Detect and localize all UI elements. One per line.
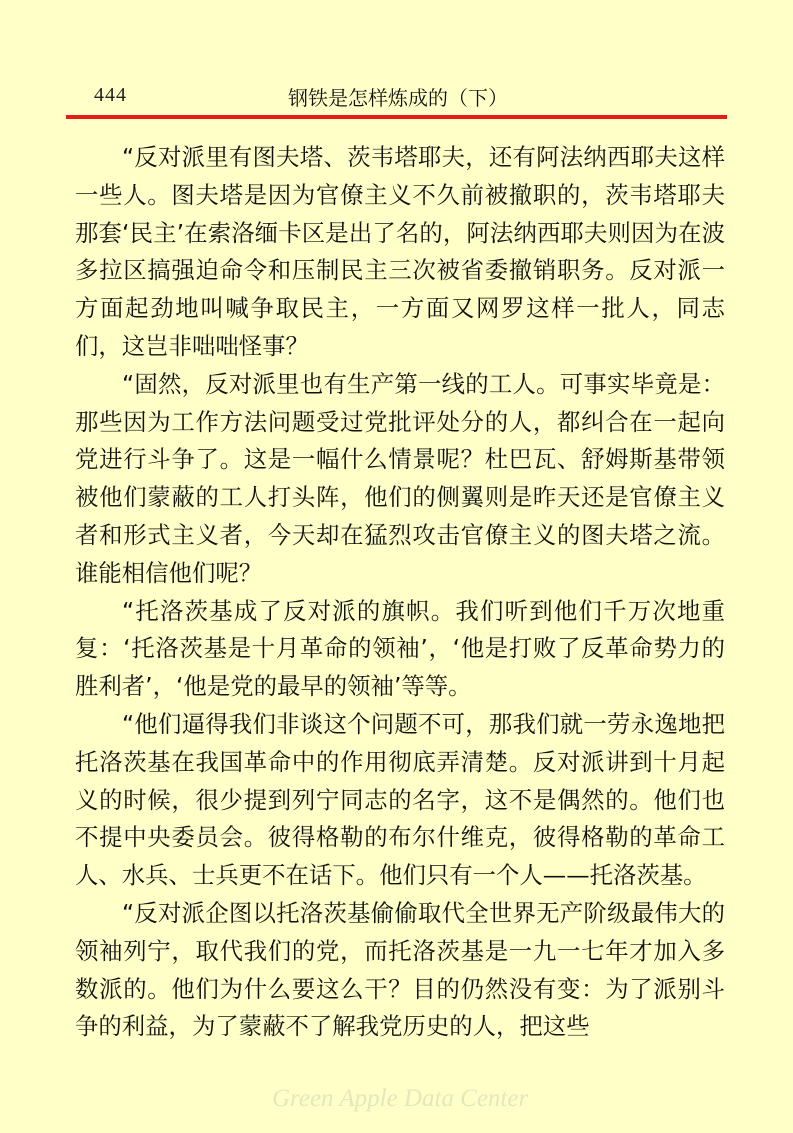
paragraph-1: “反对派里有图夫塔、茨韦塔耶夫，还有阿法纳西耶夫这样一些人。图夫塔是因为官僚主义不久前被撤职的，茨韦塔耶夫那套‘民主’在索洛缅卡区是出了名的，阿法纳西耶夫则因为在波多拉区搞强迫命令和压制民主三次被省委撤销职务。反对派一方面起劲地叫喊争取民主，一方面又网罗这样一批人，同志们，这岂非咄咄怪事？ <box>75 143 725 360</box>
paragraph-2: “固然，反对派里也有生产第一线的工人。可事实毕竟是：那些因为工作方法问题受过党批评处分的人，都纠合在一起向党进行斗争了。这是一幅什么情景呢？杜巴瓦、舒姆斯基带领被他们蒙蔽的工人打头阵，他们的侧翼则是昨天还是官僚主义者和形式主义者，今天却在猛烈攻击官僚主义的图夫塔之流。谁能相信他们呢？ <box>75 369 725 587</box>
watermark: Green Apple Data Center <box>272 1085 529 1112</box>
body-text <box>75 139 725 1046</box>
paragraph-5: “反对派企图以托洛茨基偷偷取代全世界无产阶级最伟大的领袖列宁，取代我们的党，而托洛茨基是一九一七年才加入多数派的。他们为什么要这么干？目的仍然没有变：为了派别斗争的利益，为了蒙蔽不了解我党历史的人，把这些 <box>75 898 725 1041</box>
header-rule <box>66 115 727 119</box>
paragraph-3: “托洛茨基成了反对派的旗帜。我们听到他们千万次地重复：‘托洛茨基是十月革命的领袖’，‘他是打败了反革命势力的胜利者’，‘他是党的最早的领袖’等等。 <box>75 596 725 701</box>
book-title: 钢铁是怎样炼成的（下） <box>288 86 508 110</box>
page-header <box>66 78 726 114</box>
paragraph-4: “他们逼得我们非谈这个问题不可，那我们就一劳永逸地把托洛茨基在我国革命中的作用彻底弄清楚。反对派讲到十月起义的时候，很少提到列宁同志的名字，这不是偶然的。他们也不提中央委员会。彼得格勒的布尔什维克，彼得格勒的革命工人、水兵、士兵更不在话下。他们只有一个人——托洛茨基。 <box>75 709 725 890</box>
page-number: 444 <box>94 84 127 106</box>
